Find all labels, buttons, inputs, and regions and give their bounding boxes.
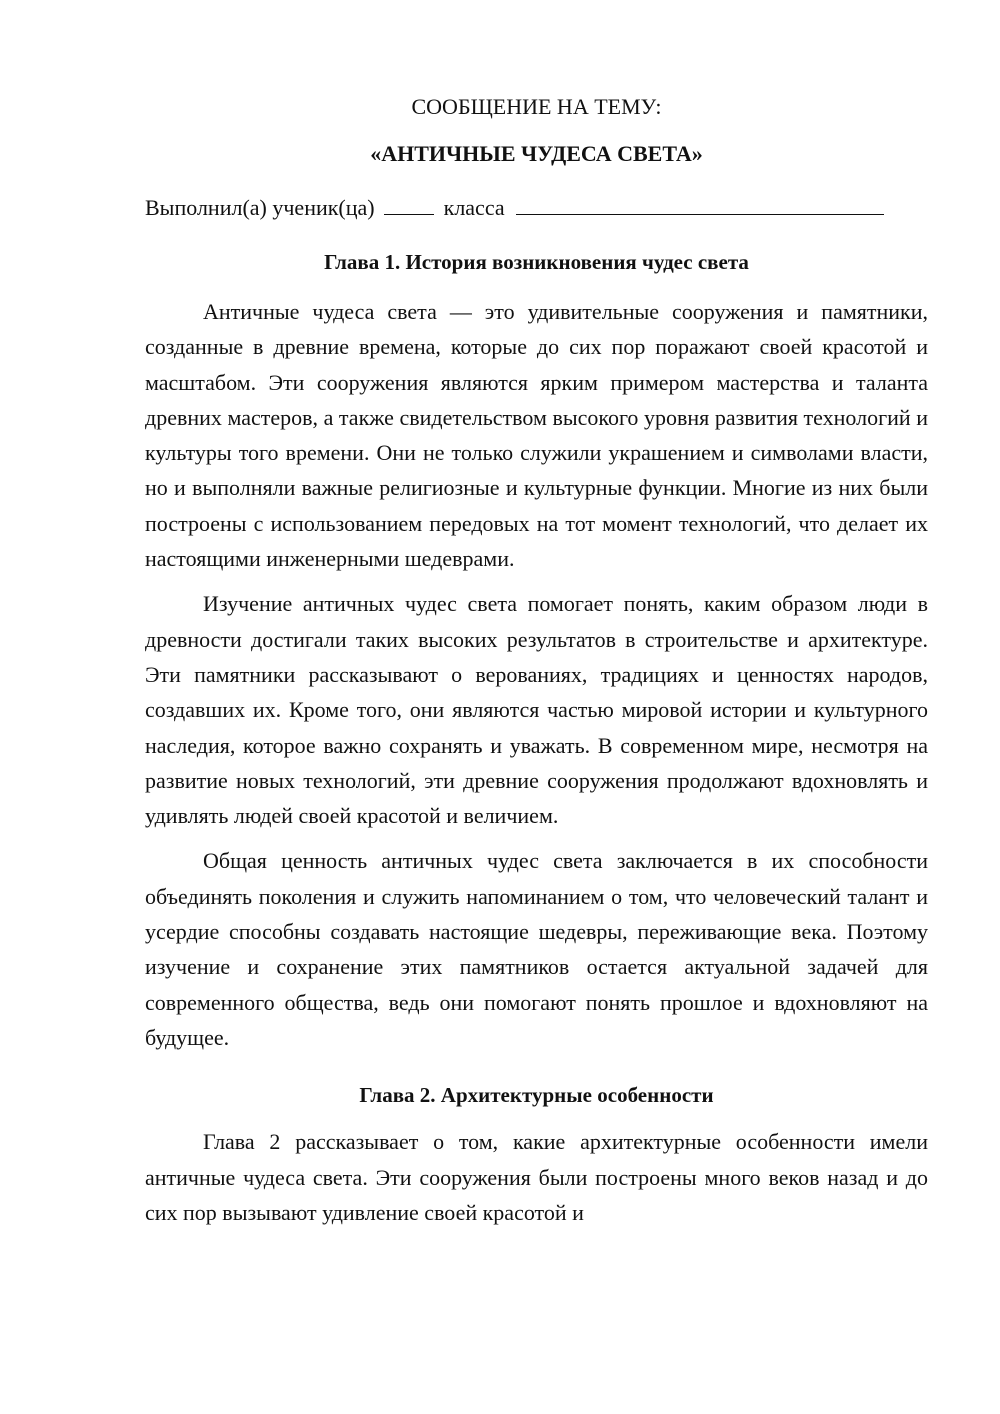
document-title-line-2: «АНТИЧНЫЕ ЧУДЕСА СВЕТА» bbox=[370, 141, 703, 166]
performer-label: Выполнил(а) ученик(ца) bbox=[145, 195, 375, 220]
chapter-2-heading: Глава 2. Архитектурные особенности bbox=[359, 1083, 714, 1108]
chapter-2-paragraph-1: Глава 2 рассказывает о том, какие архитектурные особенности имели античные чудеса света. Эти сооружения были построены много веков назад и до сих пор вызывают удивление своей красотой и bbox=[145, 1129, 928, 1225]
chapter-1-paragraph-3: Общая ценность античных чудес света заключается в их способности объединять поколения и служить напоминанием о том, что человеческий талант и усердие способны создавать настоящие шедевры, переживающие века. Поэтому изучение и сохранение этих памятников остается актуальной задачей для современного общества, ведь они помогают понять прошлое и вдохновляют на будущее. bbox=[145, 848, 928, 1050]
document-page bbox=[145, 90, 928, 1230]
chapter-1-paragraph-2: Изучение античных чудес света помогает понять, каким образом люди в древности достигали таких высоких результатов в строительстве и архитектуре. Эти памятники рассказывают о верованиях, традициях и ценностях народов, создавших их. Кроме того, они являются частью мировой истории и культурного наследия, которое важно сохранять и уважать. В современном мире, несмотря на развитие новых технологий, эти древние сооружения продолжают вдохновлять и удивлять людей своей красотой и величием. bbox=[145, 591, 928, 829]
class-number-blank bbox=[384, 192, 434, 215]
performer-line bbox=[145, 192, 928, 223]
chapter-1-paragraph-1: Античные чудеса света — это удивительные сооружения и памятники, созданные в древние времена, которые до сих пор поражают своей красотой и масштабом. Эти сооружения являются ярким примером мастерства и таланта древних мастеров, а также свидетельством высокого уровня развития технологий и культуры того времени. Они не только служили украшением и символами власти, но и выполняли важные религиозные и культурные функции. Многие из них были построены с использованием передовых на тот момент технологий, что делает их настоящими инженерными шедеврами. bbox=[145, 299, 928, 572]
class-label: класса bbox=[443, 195, 505, 220]
document-title-line-1: СООБЩЕНИЕ НА ТЕМУ: bbox=[411, 94, 662, 119]
student-name-blank bbox=[516, 192, 884, 215]
chapter-1-heading: Глава 1. История возникновения чудес света bbox=[324, 250, 749, 274]
